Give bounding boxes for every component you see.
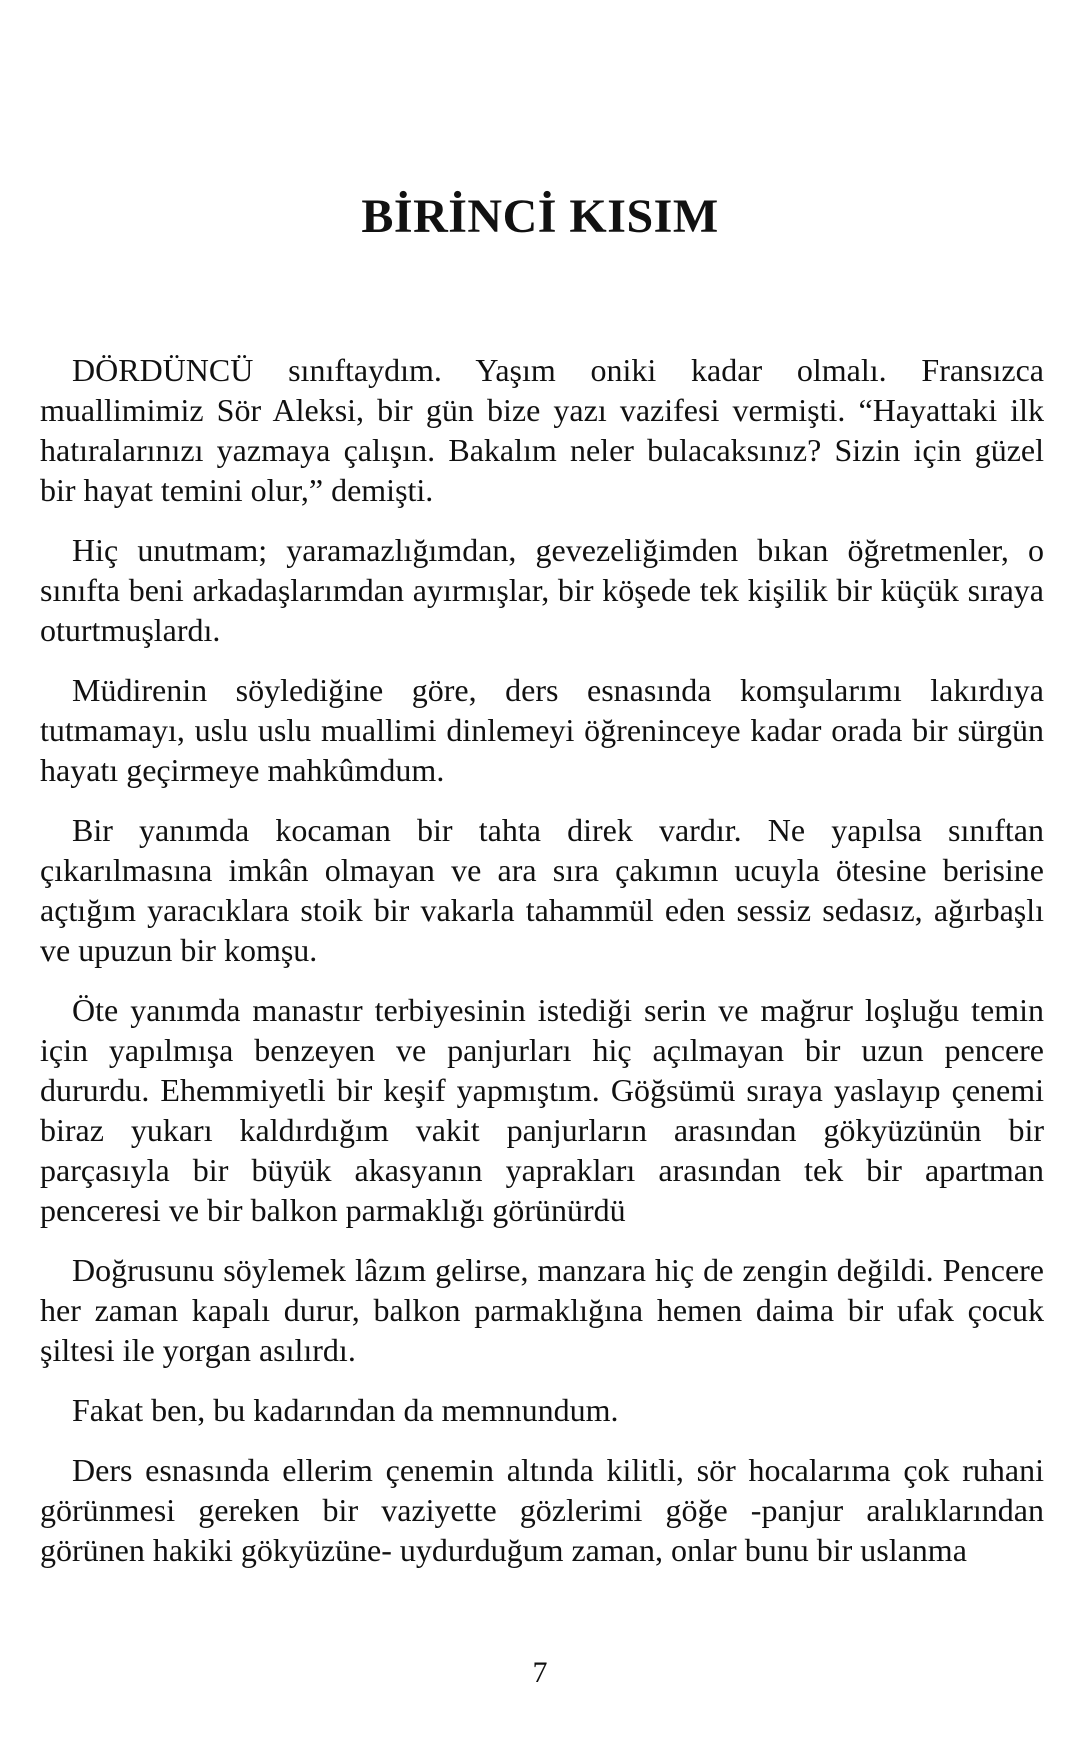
paragraph-3: Müdirenin söylediğine göre, ders esnasında komşularımı lakırdıya tutmamayı, uslu uslu muallimi dinlemeyi öğreninceye kadar orada bir sürgün hayatı geçirmeye mahkûmdum. xyxy=(40,672,1044,788)
page-number: 7 xyxy=(532,1656,548,1689)
body-text xyxy=(40,350,1044,1590)
paragraph-5: Öte yanımda manastır terbiyesinin istediği serin ve mağrur loşluğu temin için yapılmışa benzeyen ve panjurları hiç açılmayan bir uzun pencere dururdu. Ehemmiyetli bir keşif yapmıştım. Göğsümü sıraya yaslayıp çenemi biraz yukarı kaldırdığım vakit panjurların arasından gökyüzünün bir parçasıyla bir büyük akasyanın yaprakları arasından tek bir apartman penceresi ve bir balkon parmaklığı görünürdü xyxy=(40,992,1044,1228)
paragraph-7: Fakat ben, bu kadarından da memnundum. xyxy=(72,1392,619,1428)
chapter-title: BİRİNCİ KISIM xyxy=(361,190,719,243)
paragraph-8: Ders esnasında ellerim çenemin altında kilitli, sör hocalarıma çok ruhani görünmesi gereken bir vaziyette gözlerimi göğe -panjur aralıklarından görünen hakiki gökyüzüne- uydurduğum zaman, onlar bunu bir uslanma xyxy=(40,1452,1044,1568)
paragraph-1: DÖRDÜNCÜ sınıftaydım. Yaşım oniki kadar olmalı. Fransızca muallimimiz Sör Aleksi, bir gün bize yazı vazifesi vermişti. “Hayattaki ilk hatıralarınızı yazmaya çalışın. Bakalım neler bulacaksınız? Sizin için güzel bir hayat temini olur,” demişti. xyxy=(40,352,1044,508)
paragraph-6: Doğrusunu söylemek lâzım gelirse, manzara hiç de zengin değildi. Pencere her zaman kapalı durur, balkon parmaklığına hemen daima bir ufak çocuk şiltesi ile yorgan asılırdı. xyxy=(40,1252,1044,1368)
paragraph-4: Bir yanımda kocaman bir tahta direk vardır. Ne yapılsa sınıftan çıkarılmasına imkân olmayan ve ara sıra çakımın ucuyla ötesine berisine açtığım yaracıklara stoik bir vakarla tahammül eden sessiz sedasız, ağırbaşlı ve upuzun bir komşu. xyxy=(40,812,1044,968)
paragraph-2: Hiç unutmam; yaramazlığımdan, gevezeliğimden bıkan öğretmenler, o sınıfta beni arkadaşlarımdan ayırmışlar, bir köşede tek kişilik bir küçük sıraya oturtmuşlardı. xyxy=(40,532,1044,648)
